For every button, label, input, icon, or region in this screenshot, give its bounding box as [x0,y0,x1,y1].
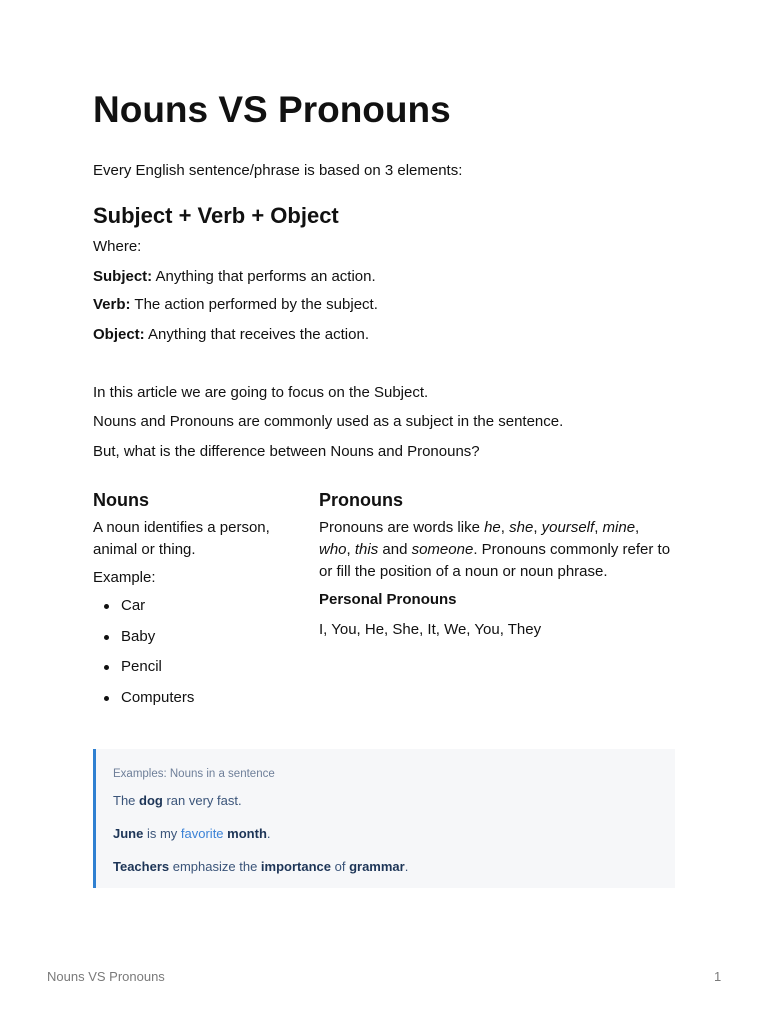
list-item-text: Baby [121,627,156,645]
bullet-icon [104,604,109,609]
definition-term: Verb: [93,296,131,313]
callout-title: Examples: Nouns in a sentence [113,768,275,780]
definition-text: Anything that receives the action. [144,326,369,343]
where-label: Where: [93,238,142,255]
nouns-example-list [93,596,293,708]
bullet-icon [104,665,109,670]
bullet-icon [104,635,109,640]
pronouns-heading: Pronouns [319,490,403,510]
list-item [121,657,293,677]
examples-callout [93,749,675,888]
pronouns-description [319,517,675,583]
list-item [121,688,293,708]
nouns-description: A noun identifies a person, animal or thing. [93,519,270,558]
description-text: Pronouns are words like [319,519,485,536]
footer-title: Nouns VS Pronouns [47,969,165,984]
conjunction: and [378,541,412,558]
list-item [121,596,293,616]
pronoun-example: this [354,541,379,558]
separator: , [500,519,510,536]
separator: , [635,519,640,536]
paragraph: But, what is the difference between Nouns and Pronouns? [93,443,480,460]
formula-heading: Subject + Verb + Object [93,203,339,228]
separator: , [594,519,603,536]
bullet-icon [104,696,109,701]
punctuation: . [473,541,478,558]
pronoun-example: someone [411,541,474,558]
pronouns-column [319,488,675,640]
personal-pronouns-list: I, You, He, She, It, We, You, They [319,621,542,638]
definition-object [93,325,369,345]
callout-emphasis: grammar [349,859,405,874]
pronoun-example: yourself [541,519,595,536]
page-title: Nouns VS Pronouns [93,89,451,130]
description-text: Pronouns commonly refer to or fill the position of a noun or noun phrase. [319,541,671,580]
list-item-text: Computers [121,688,195,706]
pronoun-example: he [484,519,501,536]
definition-term: Object: [93,326,145,343]
definition-text: Anything that performs an action. [152,268,376,285]
callout-text: . [404,859,409,874]
nouns-heading: Nouns [93,490,149,510]
pronoun-example: she [509,519,534,536]
list-item-text: Pencil [121,658,162,675]
callout-emphasis: dog [139,793,163,808]
nouns-column [93,488,293,718]
paragraph: In this article we are going to focus on the Subject. [93,384,429,401]
paragraph: Nouns and Pronouns are commonly used as a subject in the sentence. [93,413,564,430]
definition-term: Subject: [93,268,153,285]
callout-emphasis: importance [260,859,331,874]
callout-text: is my [143,826,181,841]
list-item [121,627,293,647]
definition-verb [93,295,378,315]
callout-example-line [113,825,271,843]
callout-text: emphasize the [169,859,261,874]
separator: , [346,541,355,558]
personal-pronouns-title: Personal Pronouns [319,591,457,608]
callout-example-line [113,792,242,810]
callout-text: ran very fast. [162,793,242,808]
callout-emphasis: Teachers [113,859,170,874]
callout-emphasis: month [227,826,267,841]
pronoun-example: who [319,541,347,558]
definition-subject [93,267,376,287]
callout-example-line [113,858,408,876]
callout-text: The [113,793,140,808]
definition-text: The action performed by the subject. [130,296,378,313]
callout-accent-bar [93,749,96,888]
separator: , [533,519,542,536]
pronoun-example: mine [602,519,636,536]
callout-highlight: favorite [180,826,224,841]
intro-text: Every English sentence/phrase is based on 3 elements: [93,162,463,179]
callout-emphasis: June [113,826,144,841]
callout-text: . [266,826,271,841]
nouns-example-label: Example: [93,569,156,586]
callout-text: of [331,859,350,874]
page-number: 1 [714,969,722,984]
list-item-text: Car [121,597,146,614]
